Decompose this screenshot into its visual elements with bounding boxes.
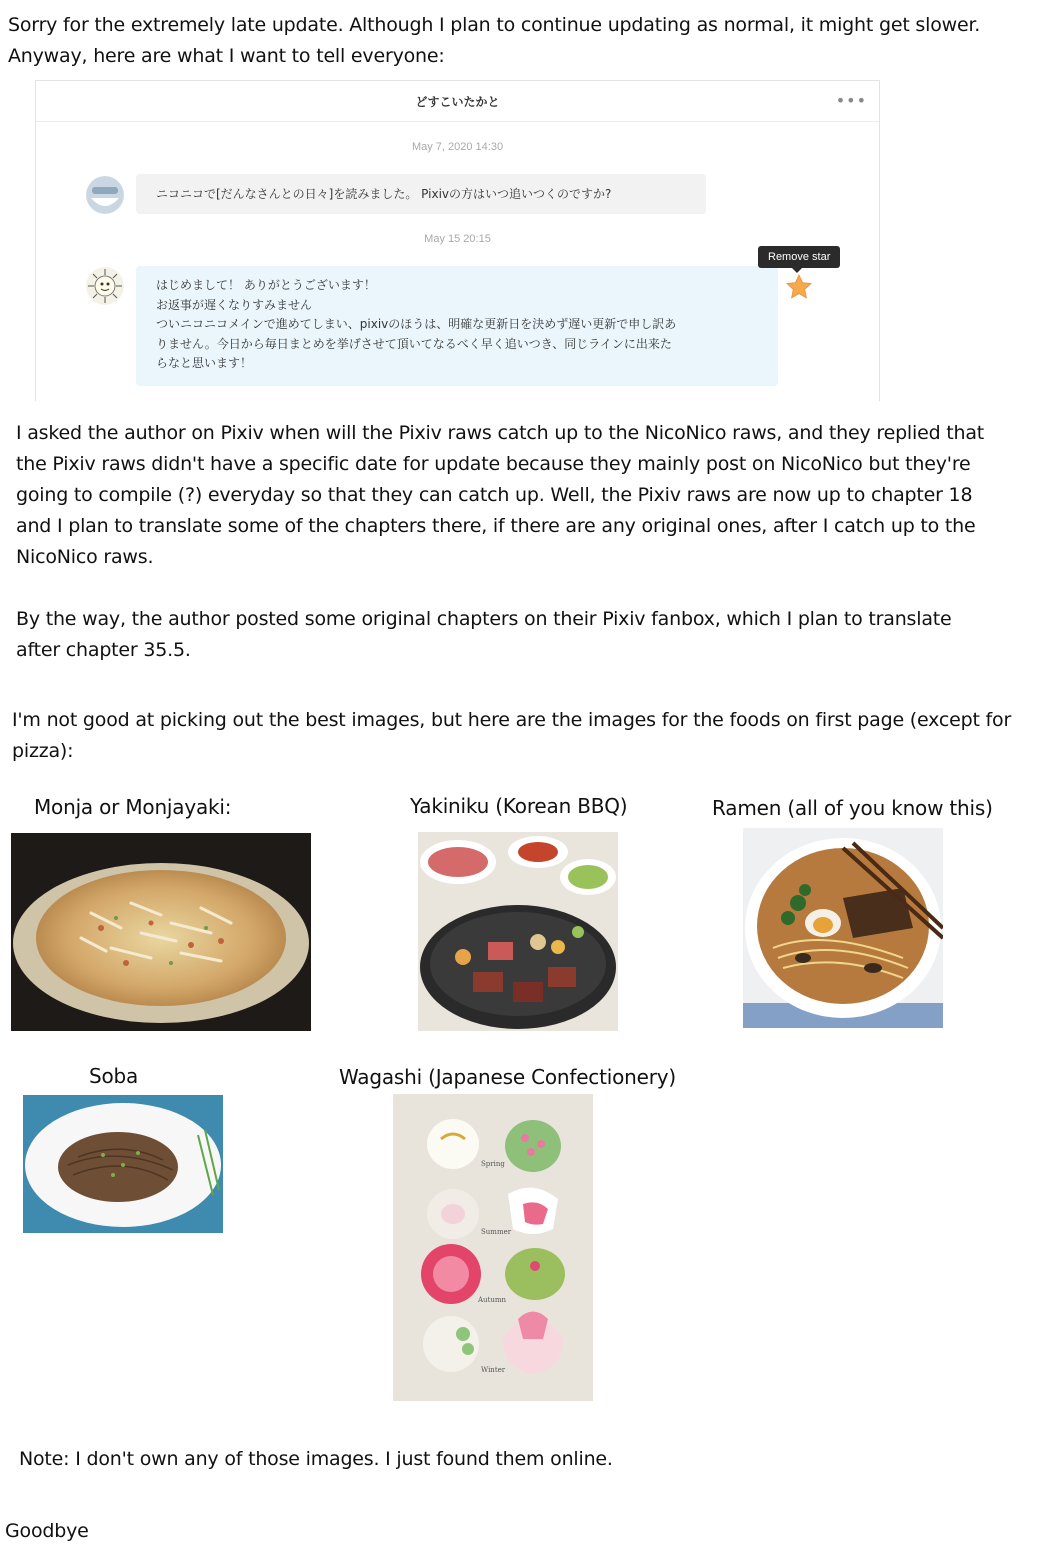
caption-monja: Monja or Monjayaki:	[34, 795, 232, 819]
message-line: お返事が遅くなりすみません	[156, 297, 313, 312]
paragraph-line: and I plan to translate some of the chapters there, if there are any original ones, after I catch up to the	[16, 515, 976, 537]
soba-image	[23, 1095, 223, 1233]
chat-message-bubble	[136, 266, 778, 386]
paragraph-line: going to compile (?) everyday so that they can catch up. Well, the Pixiv raws are now up to chapter 18	[16, 484, 973, 506]
chat-header	[36, 81, 879, 122]
message-line: りません。今日から毎日まとめを挙げさせて頂いてなるべく早く追いつき、同じラインに出来た	[156, 336, 672, 351]
paragraph	[16, 604, 952, 666]
message-timestamp: May 15 20:15	[424, 233, 491, 245]
monja-image	[11, 833, 311, 1031]
intro-line-1: Sorry for the extremely late update. Although I plan to continue updating as normal, it might get slower.	[8, 14, 981, 36]
note-text: Note: I don't own any of those images. I just found them online.	[19, 1448, 613, 1470]
avatar[interactable]	[86, 176, 124, 214]
more-horizontal-icon[interactable]: •••	[835, 91, 867, 110]
wagashi-image	[393, 1094, 593, 1401]
caption-wagashi: Wagashi (Japanese Confectionery)	[339, 1065, 676, 1089]
paragraph-line: NicoNico raws.	[16, 546, 154, 568]
chat-title: どすこいたかと	[415, 95, 500, 109]
yakiniku-image	[418, 832, 618, 1031]
svg-text:Spring: Spring	[481, 1160, 505, 1168]
ramen-image	[743, 828, 943, 1028]
paragraph-line: By the way, the author posted some original chapters on their Pixiv fanbox, which I plan to translate	[16, 608, 952, 630]
paragraph-line: pizza):	[12, 740, 74, 762]
svg-text:Winter: Winter	[481, 1366, 506, 1374]
chat-message-bubble: ニコニコで[だんなさんとの日々]を読みました。 Pixivの方はいつ追いつくのですか?	[136, 174, 706, 214]
caption-soba: Soba	[89, 1064, 139, 1088]
svg-text:Summer: Summer	[481, 1228, 512, 1236]
chat-panel	[35, 80, 880, 401]
paragraph	[12, 705, 1011, 767]
paragraph-line: I asked the author on Pixiv when will the Pixiv raws catch up to the NicoNico raws, and they replied that	[16, 422, 985, 444]
remove-star-tooltip: Remove star	[758, 246, 840, 268]
message-timestamp: May 7, 2020 14:30	[411, 141, 504, 153]
paragraph-line: after chapter 35.5.	[16, 639, 191, 661]
paragraph-line: the Pixiv raws didn't have a specific date for update because they mainly post on NicoNico but they're	[16, 453, 971, 475]
intro-text	[8, 10, 1038, 72]
caption-ramen: Ramen (all of you know this)	[712, 796, 993, 820]
paragraph	[16, 418, 984, 573]
avatar[interactable]	[86, 267, 124, 305]
paragraph-line: I'm not good at picking out the best images, but here are the images for the foods on first page (except for	[12, 709, 1012, 731]
star-icon[interactable]	[786, 274, 812, 303]
message-line: はじめまして！ ありがとうございます！	[156, 278, 376, 292]
goodbye-text: Goodbye	[5, 1520, 89, 1542]
caption-yakiniku: Yakiniku (Korean BBQ)	[410, 794, 628, 818]
intro-line-2: Anyway, here are what I want to tell everyone:	[8, 45, 445, 67]
message-line: らなと思います！	[156, 356, 253, 370]
svg-text:Autumn: Autumn	[478, 1296, 507, 1304]
message-line: ついニコニコメインで進めてしまい、pixivのほうは、明確な更新日を決めず遅い更新で申し訳あ	[156, 317, 677, 331]
